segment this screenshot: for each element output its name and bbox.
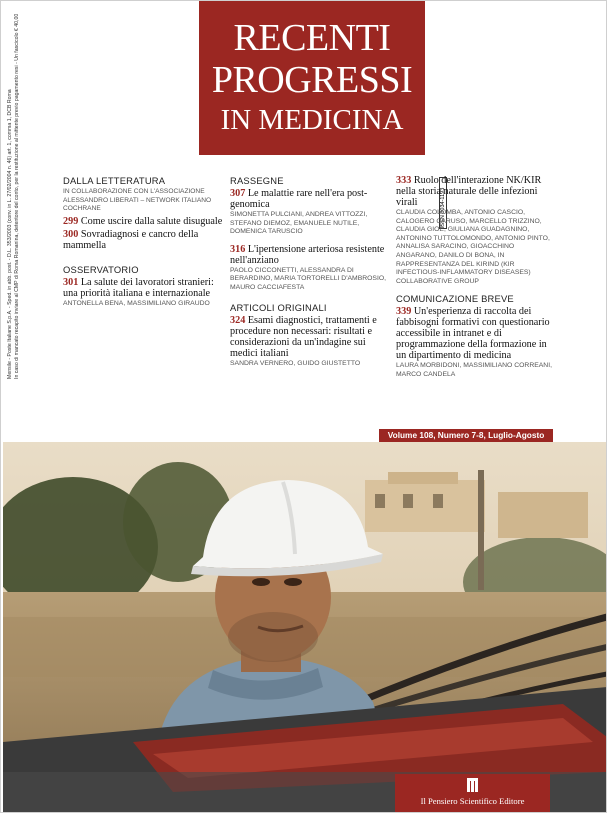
section-osservatorio: OSSERVATORIO bbox=[63, 263, 139, 275]
article-316[interactable] bbox=[230, 244, 390, 293]
article-title: La salute dei lavoratori stranieri: una priorità italiana e internazionale bbox=[63, 276, 214, 299]
article-authors: ANTONELLA BENA, MASSIMILIANO GIRAUDO bbox=[63, 299, 210, 307]
page-number: 333 bbox=[396, 175, 412, 186]
article-title: Le malattie rare nell'era post-genomica bbox=[230, 188, 368, 210]
masthead-line-2: PROGRESSI bbox=[211, 59, 413, 101]
article-authors: PAOLO CICCONETTI, ALESSANDRA DI BERARDINO, MARIA TORTORELLI D'AMBROSIO, MAURO CACCIAFESTA bbox=[230, 266, 387, 291]
page-number: 307 bbox=[230, 188, 246, 199]
article-307[interactable] bbox=[230, 188, 390, 237]
cover-photo-illustration bbox=[3, 442, 607, 812]
article-title: L'ipertensione arteriosa resistente nell'anziano bbox=[230, 243, 385, 266]
page-number: 301 bbox=[63, 276, 79, 288]
section-comunicazione-breve: COMUNICAZIONE BREVE bbox=[396, 293, 514, 305]
publisher-box bbox=[395, 774, 550, 813]
article-300[interactable] bbox=[63, 229, 223, 251]
article-authors: LAURA MORBIDONI, MASSIMILIANO CORREANI, MARCO CANDELA bbox=[396, 362, 552, 378]
postal-text-1: Mensile - Poste Italiane S.p.A. - Sped. in abb. post. - D.L. 353/2003 (conv. in L. 27/02/2004 n. 46) art. 1, comma 1, DCB Roma bbox=[7, 89, 13, 379]
article-authors: SANDRA VERNERO, GUIDO GIUSTETTO bbox=[230, 359, 361, 367]
page-number: 316 bbox=[230, 243, 246, 255]
masthead bbox=[199, 1, 425, 155]
article-333[interactable] bbox=[396, 175, 556, 286]
article-title: Esami diagnostici, trattamenti e procedure non necessari: risultati e considerazioni da un'indagine sui medici italiani bbox=[230, 314, 377, 359]
article-title: Sovradiagnosi e cancro della mammella bbox=[63, 228, 199, 251]
article-title: Come uscire dalla salute disuguale bbox=[80, 215, 223, 227]
page-number: 300 bbox=[63, 228, 79, 240]
publisher-logo-icon bbox=[466, 778, 479, 792]
section-rassegne: RASSEGNE bbox=[230, 175, 284, 186]
page-number: 339 bbox=[396, 306, 412, 318]
article-title: Ruolo dell'interazione NK/KIR nella storia naturale delle infezioni virali bbox=[396, 175, 542, 208]
section-articoli-originali: ARTICOLI ORIGINALI bbox=[230, 301, 327, 313]
issn-text: ISSN 0034-1193 bbox=[440, 187, 446, 228]
article-324[interactable] bbox=[230, 315, 390, 369]
article-339[interactable] bbox=[396, 306, 556, 379]
publisher-name: Il Pensiero Scientifico Editore bbox=[420, 796, 525, 806]
section-note: IN COLLABORAZIONE CON L'ASSOCIAZIONE ALESSANDRO LIBERATI – NETWORK ITALIANO COCHRANE bbox=[63, 188, 212, 213]
cover-photo bbox=[3, 442, 607, 812]
article-authors: SIMONETTA PULCIANI, ANDREA VITTOZZI, STEFANO DIEMOZ, EMANUELE NUTILE, DOMENICA TARUSCIO bbox=[230, 211, 368, 236]
toc-column-1 bbox=[63, 175, 223, 315]
toc-column-2 bbox=[230, 175, 390, 375]
article-301[interactable] bbox=[63, 277, 223, 309]
article-299[interactable] bbox=[63, 216, 223, 227]
page-number: 324 bbox=[230, 314, 246, 326]
masthead-line-3: IN MEDICINA bbox=[220, 104, 404, 136]
postal-text-2: In caso di mancato recapito inviare al CMP di Roma Romanina, detentore del conto, per la restituzione al mittente previo pagamento resi - Un fascicolo € 40,00 bbox=[14, 13, 20, 379]
section-dalla-letteratura: DALLA LETTERATURA bbox=[63, 175, 166, 186]
volume-bar: Volume 108, Numero 7-8, Luglio-Agosto bbox=[379, 429, 553, 442]
article-authors: CLAUDIA COLOMBA, ANTONIO CASCIO, CALOGERO CARUSO, MARCELLO TRIZZINO, CLAUDIA GIOÈ, GIULIANA GUADAGNINO, ANTONINO TUTTOLOMONDO, ANTONIO PINTO, ANNALISA SARACINO, GIOACCHINO ANGARANO, DANILO DI BONA, IN RAPPRESENTANZA DEL KIRIND (KIR INFECTIOUS-INFLAMMATORY DISEASES) COLLABORATIVE GROUP bbox=[396, 209, 550, 285]
page-number: 299 bbox=[63, 215, 79, 227]
article-title: Un'esperienza di raccolta dei fabbisogni formativi con questionario accessibile in intranet e di programmazione della formazione in un dipartimento di medicina bbox=[396, 306, 550, 362]
toc-column-3 bbox=[396, 175, 556, 387]
masthead-line-1: RECENTI bbox=[233, 17, 391, 59]
